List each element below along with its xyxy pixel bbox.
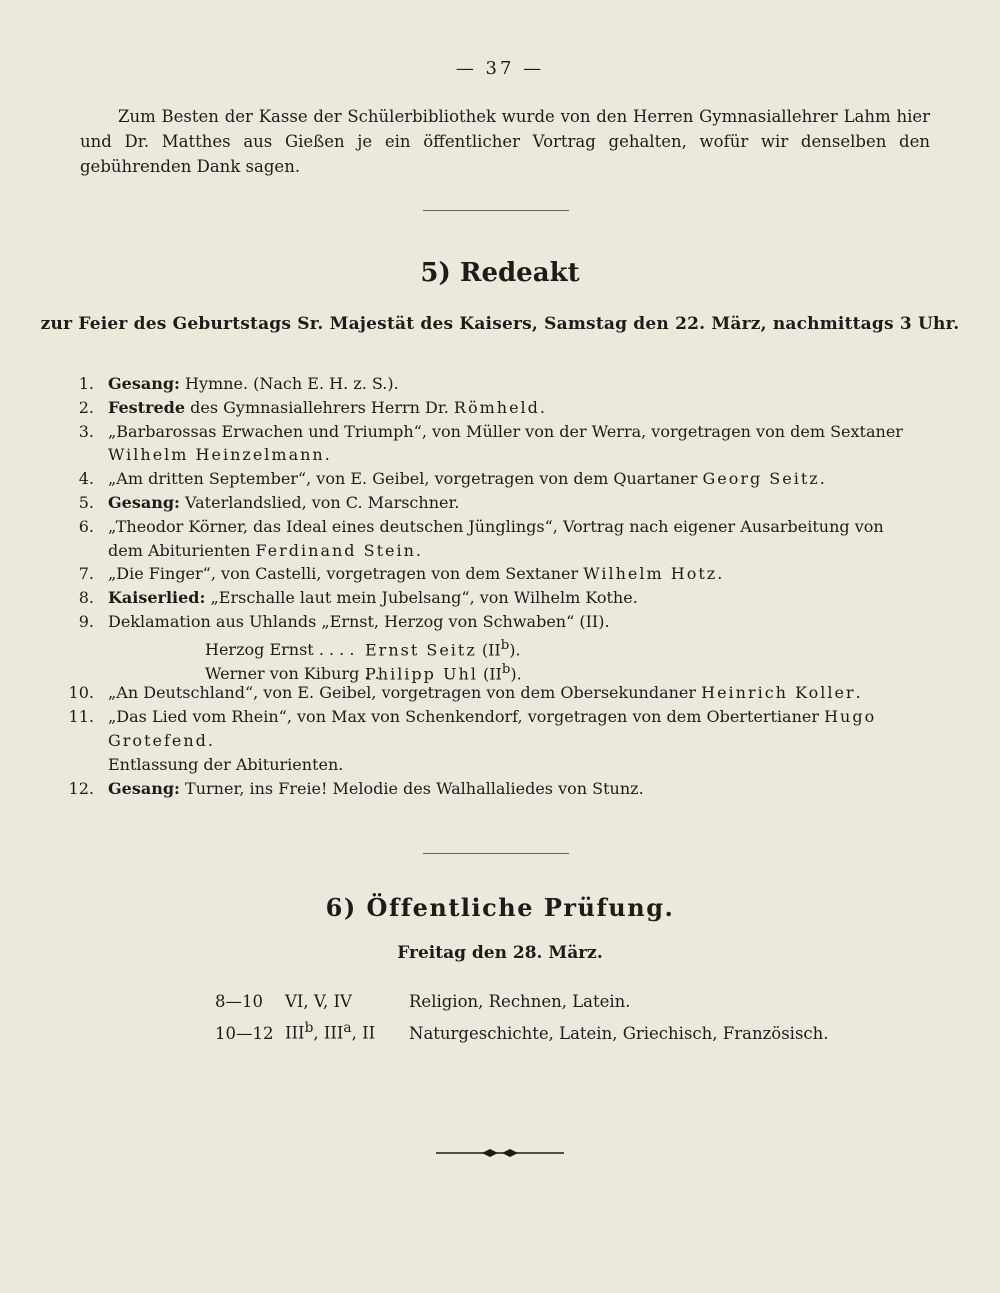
role-name: Herzog Ernst . . . . xyxy=(205,640,355,660)
closing-ornament-icon xyxy=(430,1146,570,1160)
item-end: . xyxy=(819,469,825,489)
performer-name: Römheld xyxy=(453,397,540,417)
program-item xyxy=(60,729,940,753)
program-item xyxy=(60,610,940,634)
performer-name: Wilhelm Hotz xyxy=(583,564,718,584)
item-body: „Am dritten September“, von E. Geibel, vorgetragen von dem Quartaner xyxy=(108,469,703,489)
program-item xyxy=(60,396,940,420)
item-body: dem Abiturienten xyxy=(108,540,256,560)
program-list xyxy=(60,372,940,800)
performer-name: Grotefend xyxy=(108,730,208,750)
item-number: 9. xyxy=(78,611,94,631)
item-body: des Gymnasiallehrers Herrn Dr. xyxy=(185,397,454,417)
class-sup: b xyxy=(304,1020,314,1036)
exam-schedule xyxy=(215,988,829,1042)
item-number: 4. xyxy=(78,469,94,489)
intro-paragraph xyxy=(80,104,930,179)
role-end: ). xyxy=(510,663,522,683)
item-number: 6. xyxy=(78,516,94,536)
item-end: . xyxy=(717,564,723,584)
item-number: 7. xyxy=(78,564,94,584)
actor-name: Ernst Seitz xyxy=(365,640,477,660)
item-end: . xyxy=(207,730,213,750)
program-item xyxy=(60,586,940,610)
program-item xyxy=(60,753,940,777)
item-number: 1. xyxy=(78,374,94,393)
class-sup: b xyxy=(501,661,511,677)
item-text xyxy=(108,539,421,563)
item-end: . xyxy=(855,683,861,703)
item-text xyxy=(108,491,459,515)
item-text xyxy=(108,586,638,610)
item-number: 10. xyxy=(68,683,94,703)
schedule-subjects: Religion, Rechnen, Latein. xyxy=(409,992,631,1011)
actor-class: (II xyxy=(477,663,502,683)
schedule-classes: VI, V, IV xyxy=(285,992,352,1011)
item-label: Festrede xyxy=(108,397,186,417)
item-body: „An Deutschland“, von E. Geibel, vorgetragen von dem Obersekundaner xyxy=(108,683,702,703)
item-body: Turner, ins Freie! Melodie des Walhallaliedes von Stunz. xyxy=(179,778,644,798)
performer-name: Ferdinand Stein xyxy=(255,540,416,560)
item-body: Entlassung der Abiturienten. xyxy=(108,754,344,774)
schedule-subjects: Naturgeschichte, Latein, Griechisch, Französisch. xyxy=(409,1023,829,1043)
item-text xyxy=(108,705,876,729)
item-end: . xyxy=(539,397,545,417)
item-number: 5. xyxy=(78,492,94,512)
item-number: 8. xyxy=(78,588,94,608)
section5-heading: 5) Redeakt xyxy=(420,258,580,288)
schedule-row xyxy=(215,1015,829,1042)
program-item xyxy=(60,705,940,729)
role-name: Werner von Kiburg . . xyxy=(205,663,380,683)
class-sup: b xyxy=(500,637,510,653)
item-text xyxy=(108,443,330,467)
program-item xyxy=(60,372,940,396)
item-end: . xyxy=(415,540,422,560)
section5-subheading: zur Feier des Geburtstags Sr. Majestät des Kaisers, Samstag den 22. März, nachmittags 3 Uhr. xyxy=(40,314,960,334)
item-body: Vaterlandslied, von C. Marschner. xyxy=(179,492,460,512)
item-number: 2. xyxy=(78,397,94,417)
performer-name: Hugo xyxy=(824,707,877,727)
item-number: 12. xyxy=(68,778,94,798)
role-end: ). xyxy=(509,640,521,660)
item-text xyxy=(108,562,722,586)
intro-text: Zum Besten der Kasse der Schülerbibliothek wurde von den Herren Gymnasiallehrer Lahm hier und Dr. Matthes aus Gießen je ein öffentlicher Vortrag gehalten, wofür wir denselben den gebührenden Dank sagen. xyxy=(80,107,930,176)
item-number: 3. xyxy=(78,421,94,441)
role-row xyxy=(60,658,940,682)
item-label: Gesang: xyxy=(108,492,180,512)
actor-name: Philipp Uhl xyxy=(365,663,478,683)
schedule-time: 8—10 xyxy=(215,992,263,1011)
schedule-row xyxy=(215,988,829,1015)
item-number: 11. xyxy=(68,707,94,727)
item-body: „Theodor Körner, das Ideal eines deutschen Jünglings“, Vortrag nach eigener Ausarbeitung von xyxy=(108,516,884,536)
item-label: Kaiserlied: xyxy=(108,588,206,608)
item-body: Deklamation aus Uhlands „Ernst, Herzog von Schwaben“ (II). xyxy=(108,611,610,631)
performer-name: Heinrich Koller xyxy=(701,683,856,703)
item-text xyxy=(108,610,610,634)
item-label: Gesang: xyxy=(108,778,180,798)
item-body: Hymne. (Nach E. H. z. S.). xyxy=(179,374,399,393)
program-item xyxy=(60,515,940,539)
item-text xyxy=(108,372,399,396)
class-sup: a xyxy=(343,1020,352,1036)
item-body: „Erschalle laut mein Jubelsang“, von Wilhelm Kothe. xyxy=(205,588,638,608)
section-divider xyxy=(423,853,569,854)
actor-class: (II xyxy=(476,640,501,660)
exam-date: Freitag den 28. März. xyxy=(397,943,603,963)
program-item xyxy=(60,467,940,491)
program-item xyxy=(60,539,940,563)
item-text xyxy=(108,777,644,801)
item-text xyxy=(108,467,825,491)
program-item xyxy=(60,443,940,467)
item-text xyxy=(108,396,545,420)
program-item xyxy=(60,562,940,586)
page-number: — 37 — xyxy=(455,58,545,79)
item-text xyxy=(108,420,903,444)
program-item xyxy=(60,681,940,705)
item-body: „Die Finger“, von Castelli, vorgetragen von dem Sextaner xyxy=(108,564,584,584)
section6-heading: 6) Öffentliche Prüfung. xyxy=(325,893,675,922)
program-item xyxy=(60,491,940,515)
program-item xyxy=(60,777,940,801)
item-text xyxy=(108,515,884,539)
item-text xyxy=(108,753,343,777)
performer-name: Wilhelm Heinzelmann xyxy=(108,445,325,465)
item-body: „Barbarossas Erwachen und Triumph“, von Müller von der Werra, vorgetragen von dem Sextaner xyxy=(108,421,903,441)
role-row xyxy=(60,634,940,658)
performer-name: Georg Seitz xyxy=(702,469,820,489)
section-divider xyxy=(423,210,569,211)
item-text xyxy=(108,729,213,753)
program-item xyxy=(60,420,940,444)
item-text xyxy=(108,681,861,705)
item-body: „Das Lied vom Rhein“, von Max von Schenkendorf, vorgetragen von dem Obertertianer xyxy=(108,707,825,727)
item-label: Gesang: xyxy=(108,374,180,393)
item-end: . xyxy=(324,445,330,465)
schedule-classes: III$^b$, III$^a$, II xyxy=(285,1020,376,1043)
schedule-time: 10—12 xyxy=(215,1023,274,1043)
